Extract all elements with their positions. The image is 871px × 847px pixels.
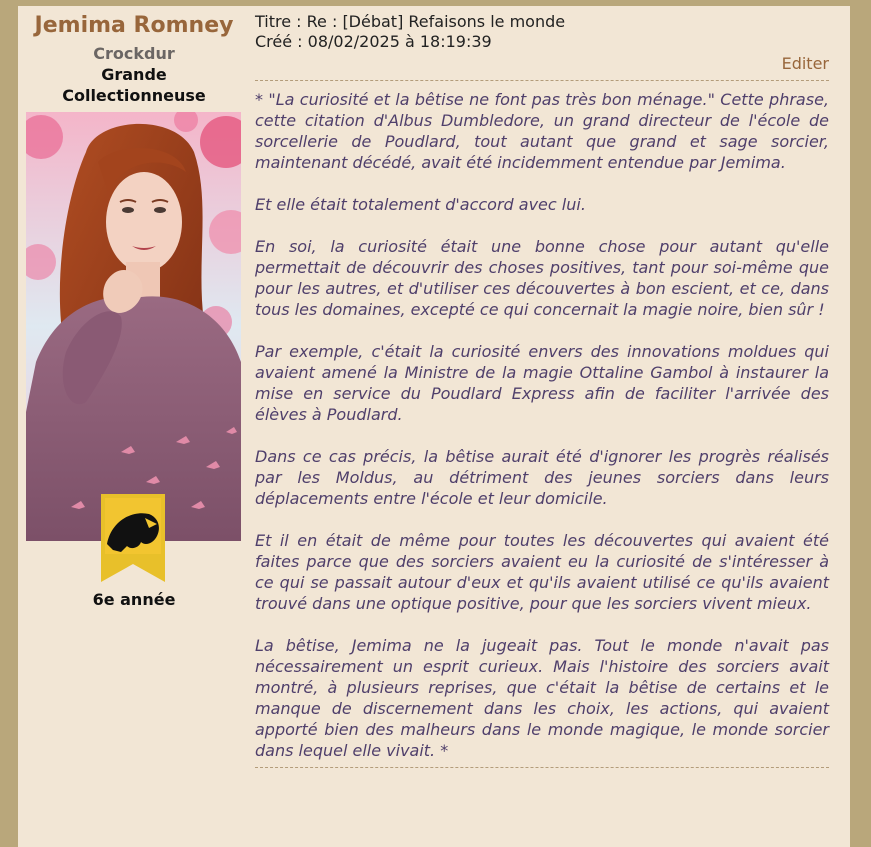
post-paragraph-1: * "La curiosité et la bêtise ne font pas très bon ménage." Cette phrase, cette citation d'Albus Dumbledore, un grand directeur de l'école de sorcellerie de Poudlard, tout autant que grand et sage sorcier, maintenant décédé, avait été incidemment entendue par Jemima.: [255, 90, 829, 172]
post-meta: [255, 6, 829, 52]
author-rank-line2: Collectionneuse: [62, 86, 206, 105]
author-name[interactable]: Jemima Romney: [34, 13, 234, 38]
author-year: 6e année: [92, 590, 176, 609]
post-paragraph-6: Et il en était de même pour toutes les découvertes qui avaient été faites parce que des sorciers avaient eu la curiosité de s'intéresser à ce qui se passait autour d'eux et qu'ils avaient utilisé ce qu'ils avaient trouvé dans une optique positive, pour que les sorciers vivent mieux.: [255, 531, 829, 613]
post-title: Titre : Re : [Débat] Refaisons le monde: [255, 12, 566, 31]
post-paragraph-7: La bêtise, Jemima ne la jugeait pas. Tout le monde n'avait pas nécessairement un esprit curieux. Mais l'histoire des sorciers avait montré, à plusieurs reprises, que c'était la bêtise de certains et le manque de discernement dans les choix, les actions, qui avaient apporté bien des malheurs dans le monde magique, le monde sorcier dans lequel elle vivait. *: [255, 636, 829, 760]
post-paragraph-4: Par exemple, c'était la curiosité envers des innovations moldues qui avaient amené la Ministre de la magie Ottaline Gambol à instaurer la mise en service du Poudlard Express afin de faciliter l'arrivée des élèves à Poudlard.: [255, 342, 829, 424]
post-paragraph-2: Et elle était totalement d'accord avec lui.: [255, 195, 586, 214]
post-divider-bottom: [255, 767, 829, 768]
author-rank-line1: Grande: [101, 65, 167, 84]
post-created-date: Créé : 08/02/2025 à 18:19:39: [255, 32, 492, 51]
house-crest-banner-icon: [101, 494, 165, 582]
post-paragraph-3: En soi, la curiosité était une bonne chose pour autant qu'elle permettait de découvrir des choses positives, tant pour soi-même que pour les autres, et d'utiliser ces découvertes à bon escient, et ce, dans tous les domaines, excepté ce qui concernait la magie noire, bien sûr !: [255, 237, 829, 319]
edit-button[interactable]: Editer: [781, 54, 829, 73]
post-body: [255, 81, 829, 761]
avatar: [26, 112, 241, 541]
forum-post: [18, 6, 850, 847]
post-column: [255, 6, 829, 768]
author-house: Crockdur: [93, 44, 175, 63]
post-paragraph-5: Dans ce cas précis, la bêtise aurait été d'ignorer les progrès réalisés par les Moldus, au détriment des jeunes sorciers dans leurs déplacements entre l'école et leur domicile.: [255, 447, 829, 508]
post-actions: [255, 52, 829, 74]
author-column: [18, 6, 250, 106]
